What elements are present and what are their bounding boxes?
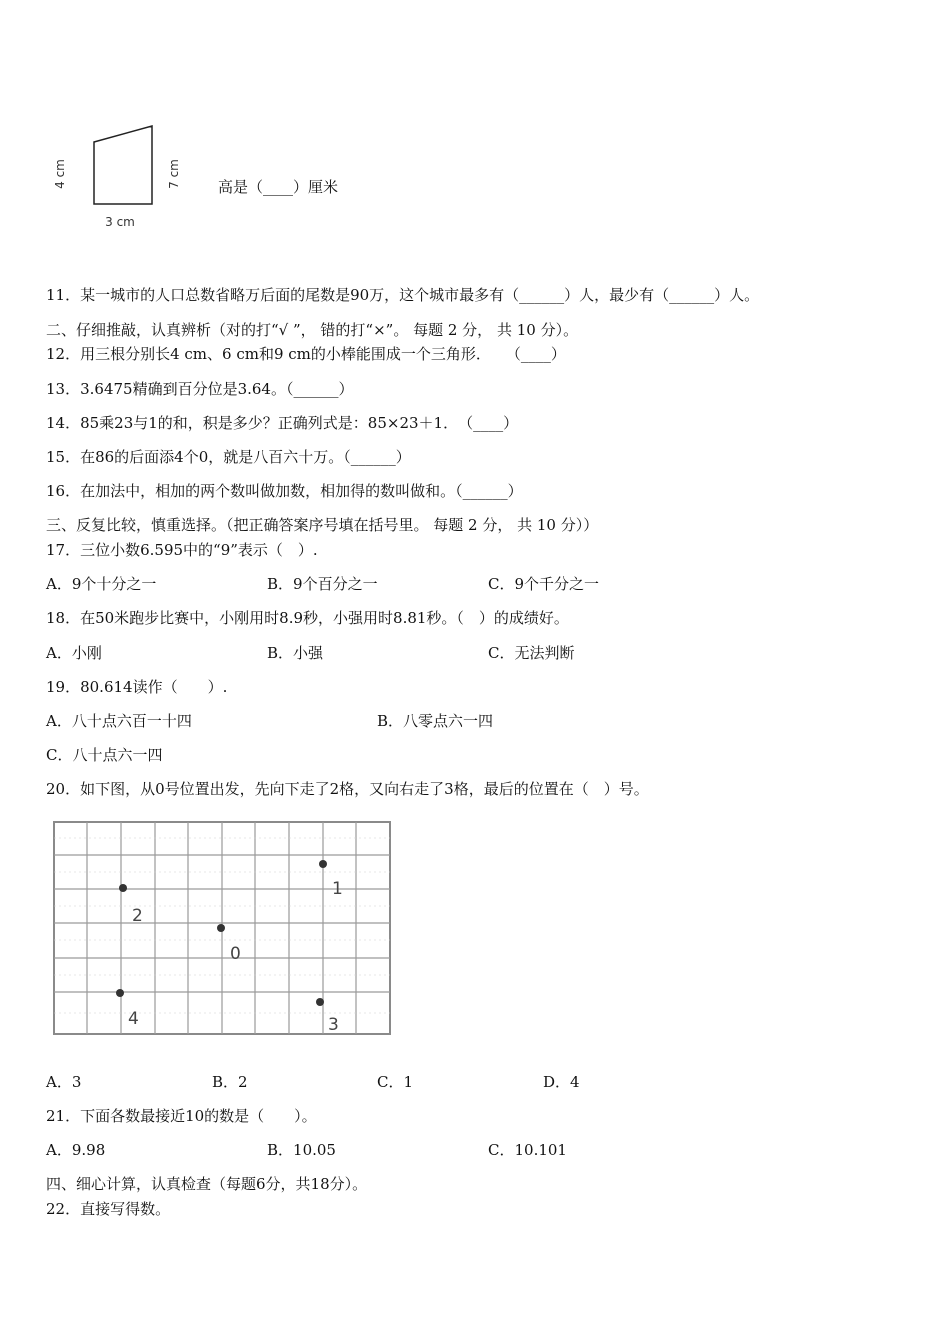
section-4-heading: 四、细心计算，认真检查（每题6分，共18分）。 — [46, 1175, 368, 1193]
question-12: 12．用三根分别长4 cm、6 cm和9 cm的小棒能围成一个三角形． （____） — [46, 345, 566, 363]
question-13: 13．3.6475精确到百分位是3.64。（______） — [46, 380, 354, 398]
question-11: 11．某一城市的人口总数省略万后面的尾数是90万，这个城市最多有（______）人，最少有（______）人。 — [46, 286, 760, 304]
q20-option-b: B．2 — [212, 1073, 248, 1091]
question-20: 20．如下图，从0号位置出发，先向下走了2格，又向右走了3格，最后的位置在（ ）号。 — [46, 780, 649, 798]
q17-option-c: C．9个千分之一 — [488, 575, 600, 593]
point-0 — [217, 924, 225, 932]
point-2-label: 2 — [132, 906, 143, 926]
q20-option-d: D．4 — [543, 1073, 580, 1091]
question-14: 14．85乘23与1的和，积是多少？正确列式是：85×23＋1． （____） — [46, 414, 519, 432]
label-3cm: 3 cm — [105, 215, 135, 229]
q21-option-b: B．10.05 — [267, 1141, 336, 1159]
q19-option-b: B．八零点六一四 — [377, 712, 494, 730]
point-2 — [119, 884, 127, 892]
section-2-heading: 二、仔细推敲，认真辨析（对的打“√ ”， 错的打“×”。 每题 2 分， 共 10 分）。 — [46, 321, 579, 339]
question-21: 21．下面各数最接近10的数是（ ）。 — [46, 1107, 317, 1125]
q18-option-a: A．小刚 — [46, 644, 102, 662]
question-22: 22．直接写得数。 — [46, 1200, 171, 1218]
trapezoid-prompt: 高是（____）厘米 — [218, 178, 339, 196]
question-17: 17．三位小数6.595中的“9”表示（ ）. — [46, 541, 318, 559]
position-grid-figure — [48, 818, 398, 1040]
q21-option-a: A．9.98 — [46, 1141, 106, 1159]
point-4-label: 4 — [128, 1009, 139, 1029]
q17-option-b: B．9个百分之一 — [267, 575, 378, 593]
section-3-heading: 三、反复比较，慎重选择。（把正确答案序号填在括号里。 每题 2 分， 共 10 分）） — [46, 516, 599, 534]
point-3 — [316, 998, 324, 1006]
point-0-label: 0 — [230, 944, 241, 964]
q20-option-c: C．1 — [377, 1073, 414, 1091]
q20-option-a: A．3 — [46, 1073, 82, 1091]
label-4cm: 4 cm — [53, 159, 67, 189]
q18-option-c: C．无法判断 — [488, 644, 575, 662]
question-16: 16．在加法中，相加的两个数叫做加数，相加得的数叫做和。（______） — [46, 482, 523, 500]
label-7cm: 7 cm — [167, 159, 181, 189]
point-1 — [319, 860, 327, 868]
question-18: 18．在50米跑步比赛中，小刚用时8.9秒，小强用时8.81秒。（ ）的成绩好。 — [46, 609, 569, 627]
trapezoid-figure — [40, 118, 200, 238]
question-15: 15．在86的后面添4个0，就是八百六十万。（______） — [46, 448, 411, 466]
q21-option-c: C．10.101 — [488, 1141, 567, 1159]
q19-option-a: A．八十点六百一十四 — [46, 712, 192, 730]
q19-option-c: C．八十点六一四 — [46, 746, 163, 764]
q17-option-a: A．9个十分之一 — [46, 575, 157, 593]
point-1-label: 1 — [332, 879, 343, 899]
q18-option-b: B．小强 — [267, 644, 324, 662]
point-4 — [116, 989, 124, 997]
question-19: 19．80.614读作（ ）. — [46, 678, 228, 696]
point-3-label: 3 — [328, 1015, 339, 1035]
trapezoid-shape — [94, 126, 152, 204]
